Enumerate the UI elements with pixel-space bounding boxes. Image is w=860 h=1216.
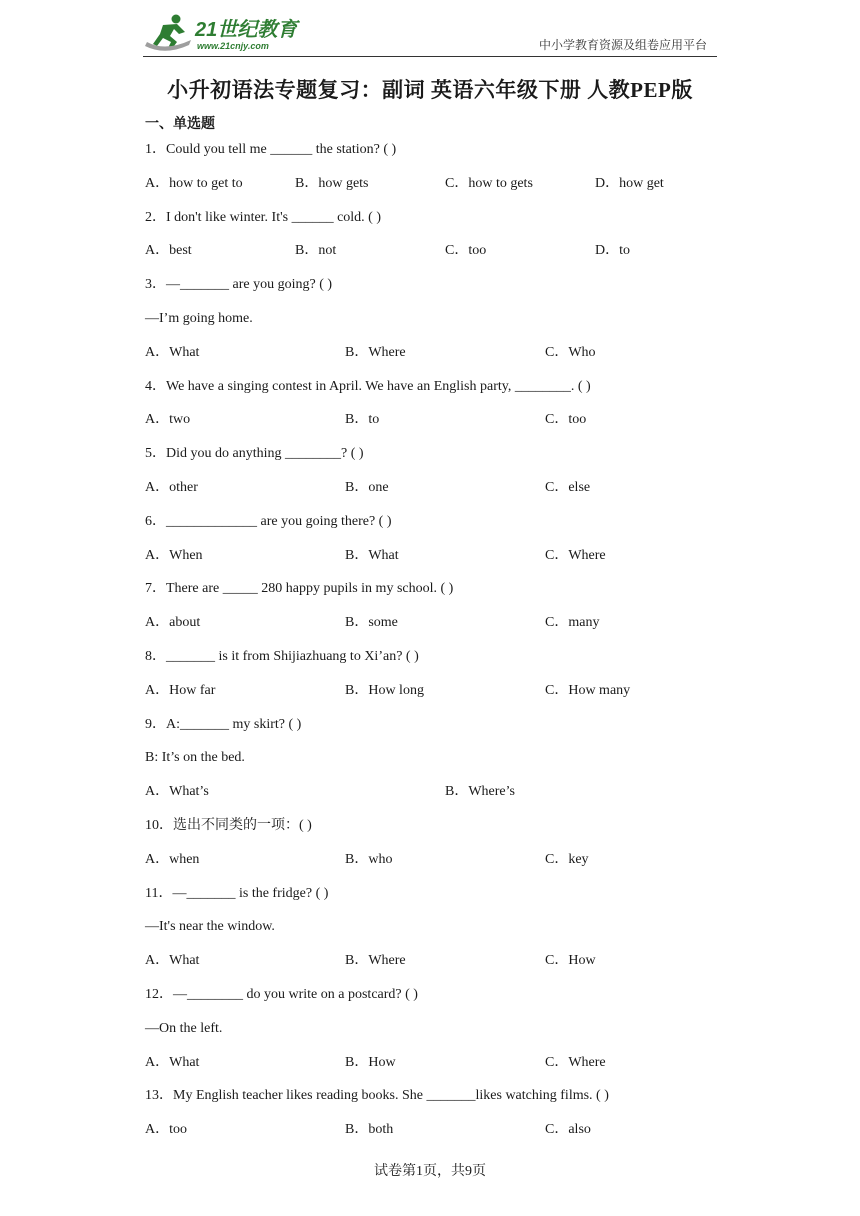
options-row [145, 471, 725, 505]
question-item [145, 201, 725, 269]
question-dialogue-line: B: It’s on the bed. [145, 750, 245, 766]
question-text: 1．Could you tell me ______ the station? ( ) [145, 142, 397, 157]
question-item [145, 437, 725, 505]
options-row [145, 1046, 725, 1080]
question-text: 12．—________ do you write on a postcard? ( ) [145, 986, 418, 1002]
answer-option[interactable]: A．other [145, 479, 198, 495]
question-text: 13．My English teacher likes reading books. She _______likes watching films. ( ) [145, 1088, 609, 1104]
answer-option[interactable]: B．both [345, 1122, 394, 1138]
answer-option[interactable]: C．too [445, 243, 487, 259]
answer-option[interactable]: B．Where [345, 953, 406, 969]
answer-option[interactable]: B．who [345, 851, 393, 867]
answer-option[interactable]: A．how to get to [145, 175, 243, 191]
answer-option[interactable]: B．Where’s [445, 784, 515, 800]
answer-option[interactable]: C．How [545, 953, 596, 969]
section-heading: 一、单选题 [145, 117, 215, 132]
question-text: 7．There are _____ 280 happy pupils in my school. ( ) [145, 581, 454, 597]
answer-option[interactable]: C．too [545, 412, 587, 428]
answer-option[interactable]: C．Where [545, 547, 606, 563]
question-item [145, 1079, 725, 1147]
answer-option[interactable]: C．many [545, 615, 600, 631]
answer-option[interactable]: B．not [295, 243, 337, 259]
answer-option[interactable]: B．How [345, 1054, 396, 1070]
answer-option[interactable]: B．to [345, 412, 380, 428]
answer-option[interactable]: B．How long [345, 682, 424, 698]
question-text: 2．I don't like winter. It's ______ cold. ( ) [145, 209, 382, 225]
question-item [145, 708, 725, 809]
logo-text: 21世纪教育 [195, 19, 298, 41]
options-row [145, 539, 725, 573]
options-row [145, 843, 725, 877]
question-item [145, 809, 725, 877]
options-row [145, 775, 725, 809]
answer-option[interactable]: D．to [595, 243, 630, 259]
question-text: 8．_______ is it from Shijiazhuang to Xi’an? ( ) [145, 648, 419, 664]
question-text: 10．选出不同类的一项：( ) [145, 817, 312, 833]
answer-option[interactable]: A．How far [145, 682, 216, 698]
question-item [145, 640, 725, 708]
answer-option[interactable]: A．best [145, 243, 192, 259]
answer-option[interactable]: C．Who [545, 344, 596, 360]
answer-option[interactable]: B．one [345, 479, 389, 495]
answer-option[interactable]: A．about [145, 615, 201, 631]
answer-option[interactable]: A．What [145, 953, 200, 969]
answer-option[interactable]: C．also [545, 1122, 591, 1138]
question-item [145, 877, 725, 978]
platform-name: 中小学教育资源及组卷应用平台 [538, 38, 707, 52]
answer-option[interactable]: B．some [345, 615, 398, 631]
question-dialogue-line: —On the left. [145, 1020, 223, 1036]
options-row [145, 944, 725, 978]
logo-icon [143, 12, 313, 54]
question-item [145, 370, 725, 438]
question-list [145, 133, 725, 1147]
answer-option[interactable]: B．What [345, 547, 399, 563]
question-dialogue-line: —I’m going home. [145, 310, 253, 326]
question-text: 3．—_______ are you going? ( ) [145, 277, 333, 293]
answer-option[interactable]: C．key [545, 851, 589, 867]
answer-option[interactable]: A．when [145, 851, 200, 867]
answer-option[interactable]: C．How many [545, 682, 631, 698]
answer-option[interactable]: D．how get [595, 175, 664, 191]
page-title: 小升初语法专题复习：副词 英语六年级下册 人教PEP版 [167, 78, 693, 102]
options-row [145, 1113, 725, 1147]
answer-option[interactable]: A．What’s [145, 784, 209, 800]
options-row [145, 167, 725, 201]
question-text: 9．A:_______ my skirt? ( ) [145, 716, 302, 732]
answer-option[interactable]: A．What [145, 1054, 200, 1070]
logo-url: www.21cnjy.com [197, 41, 269, 51]
question-item [145, 133, 725, 201]
answer-option[interactable]: A．What [145, 344, 200, 360]
question-text: 4．We have a singing contest in April. We have an English party, ________. ( ) [145, 378, 591, 394]
question-item [145, 505, 725, 573]
page-header [143, 10, 717, 57]
question-dialogue-line: —It's near the window. [145, 919, 275, 935]
options-row [145, 606, 725, 640]
answer-option[interactable]: C．else [545, 479, 591, 495]
page-footer: 试卷第1页，共9页 [374, 1164, 486, 1179]
question-item [145, 978, 725, 1079]
question-text: 5．Did you do anything ________? ( ) [145, 446, 364, 462]
answer-option[interactable]: C．how to gets [445, 175, 533, 191]
answer-option[interactable]: C．Where [545, 1054, 606, 1070]
question-item [145, 572, 725, 640]
options-row [145, 336, 725, 370]
answer-option[interactable]: A．two [145, 412, 191, 428]
options-row [145, 674, 725, 708]
answer-option[interactable]: B．how gets [295, 175, 369, 191]
options-row [145, 234, 725, 268]
options-row [145, 403, 725, 437]
question-text: 11．—_______ is the fridge? ( ) [145, 885, 329, 901]
question-item [145, 268, 725, 369]
answer-option[interactable]: B．Where [345, 344, 406, 360]
answer-option[interactable]: A．too [145, 1122, 187, 1138]
answer-option[interactable]: A．When [145, 547, 203, 563]
question-text: 6．_____________ are you going there? ( ) [145, 513, 392, 529]
